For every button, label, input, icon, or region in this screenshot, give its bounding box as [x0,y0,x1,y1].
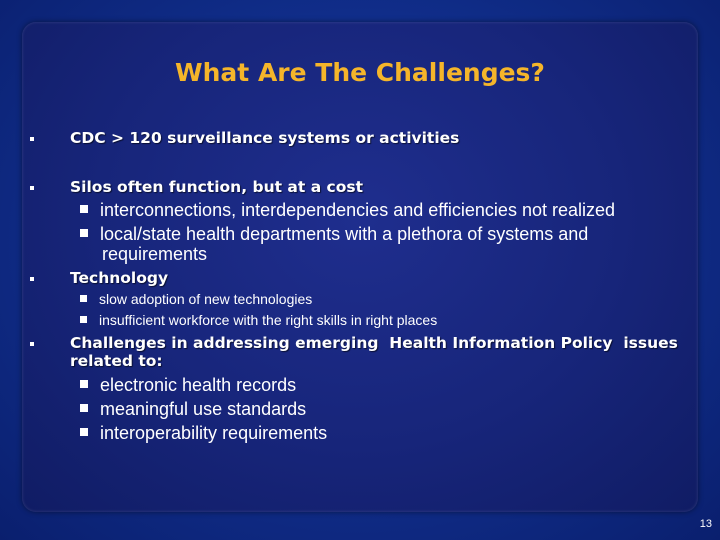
sub-bullet-ehr: electronic health records [80,375,296,396]
sub-bullet-slow-adoption: slow adoption of new technologies [80,291,312,307]
sub-bullet-workforce: insufficient workforce with the right skills in right places [80,312,437,328]
sub-bullet-interoperability: interoperability requirements [80,423,327,444]
slide-title: What Are The Challenges? [175,58,545,87]
bullet-cdc-systems: CDC > 120 surveillance systems or activities [70,129,460,147]
square-bullet-icon [80,316,87,323]
square-bullet-icon [80,428,88,436]
sub-bullet-meaningful-use: meaningful use standards [80,399,306,420]
sub-bullet-local-state: local/state health departments with a plethora of systems and [80,224,588,245]
sub-bullet-interconnections: interconnections, interdependencies and efficiencies not realized [80,200,615,221]
bullet-silos: Silos often function, but at a cost [70,178,364,196]
bullet-marker [30,137,34,141]
bullet-marker [30,186,34,190]
page-number: 13 [699,518,712,530]
bullet-technology: Technology [70,269,169,287]
square-bullet-icon [80,205,88,213]
square-bullet-icon [80,404,88,412]
square-bullet-icon [80,229,88,237]
bullet-marker [30,277,34,281]
sub-bullet-local-state-cont: requirements [102,244,208,264]
bullet-challenges-line2: related to: [70,352,163,370]
square-bullet-icon [80,295,87,302]
bullet-marker [30,342,34,346]
bullet-challenges-line1: Challenges in addressing emerging Health Information Policy issues [70,334,678,352]
square-bullet-icon [80,380,88,388]
